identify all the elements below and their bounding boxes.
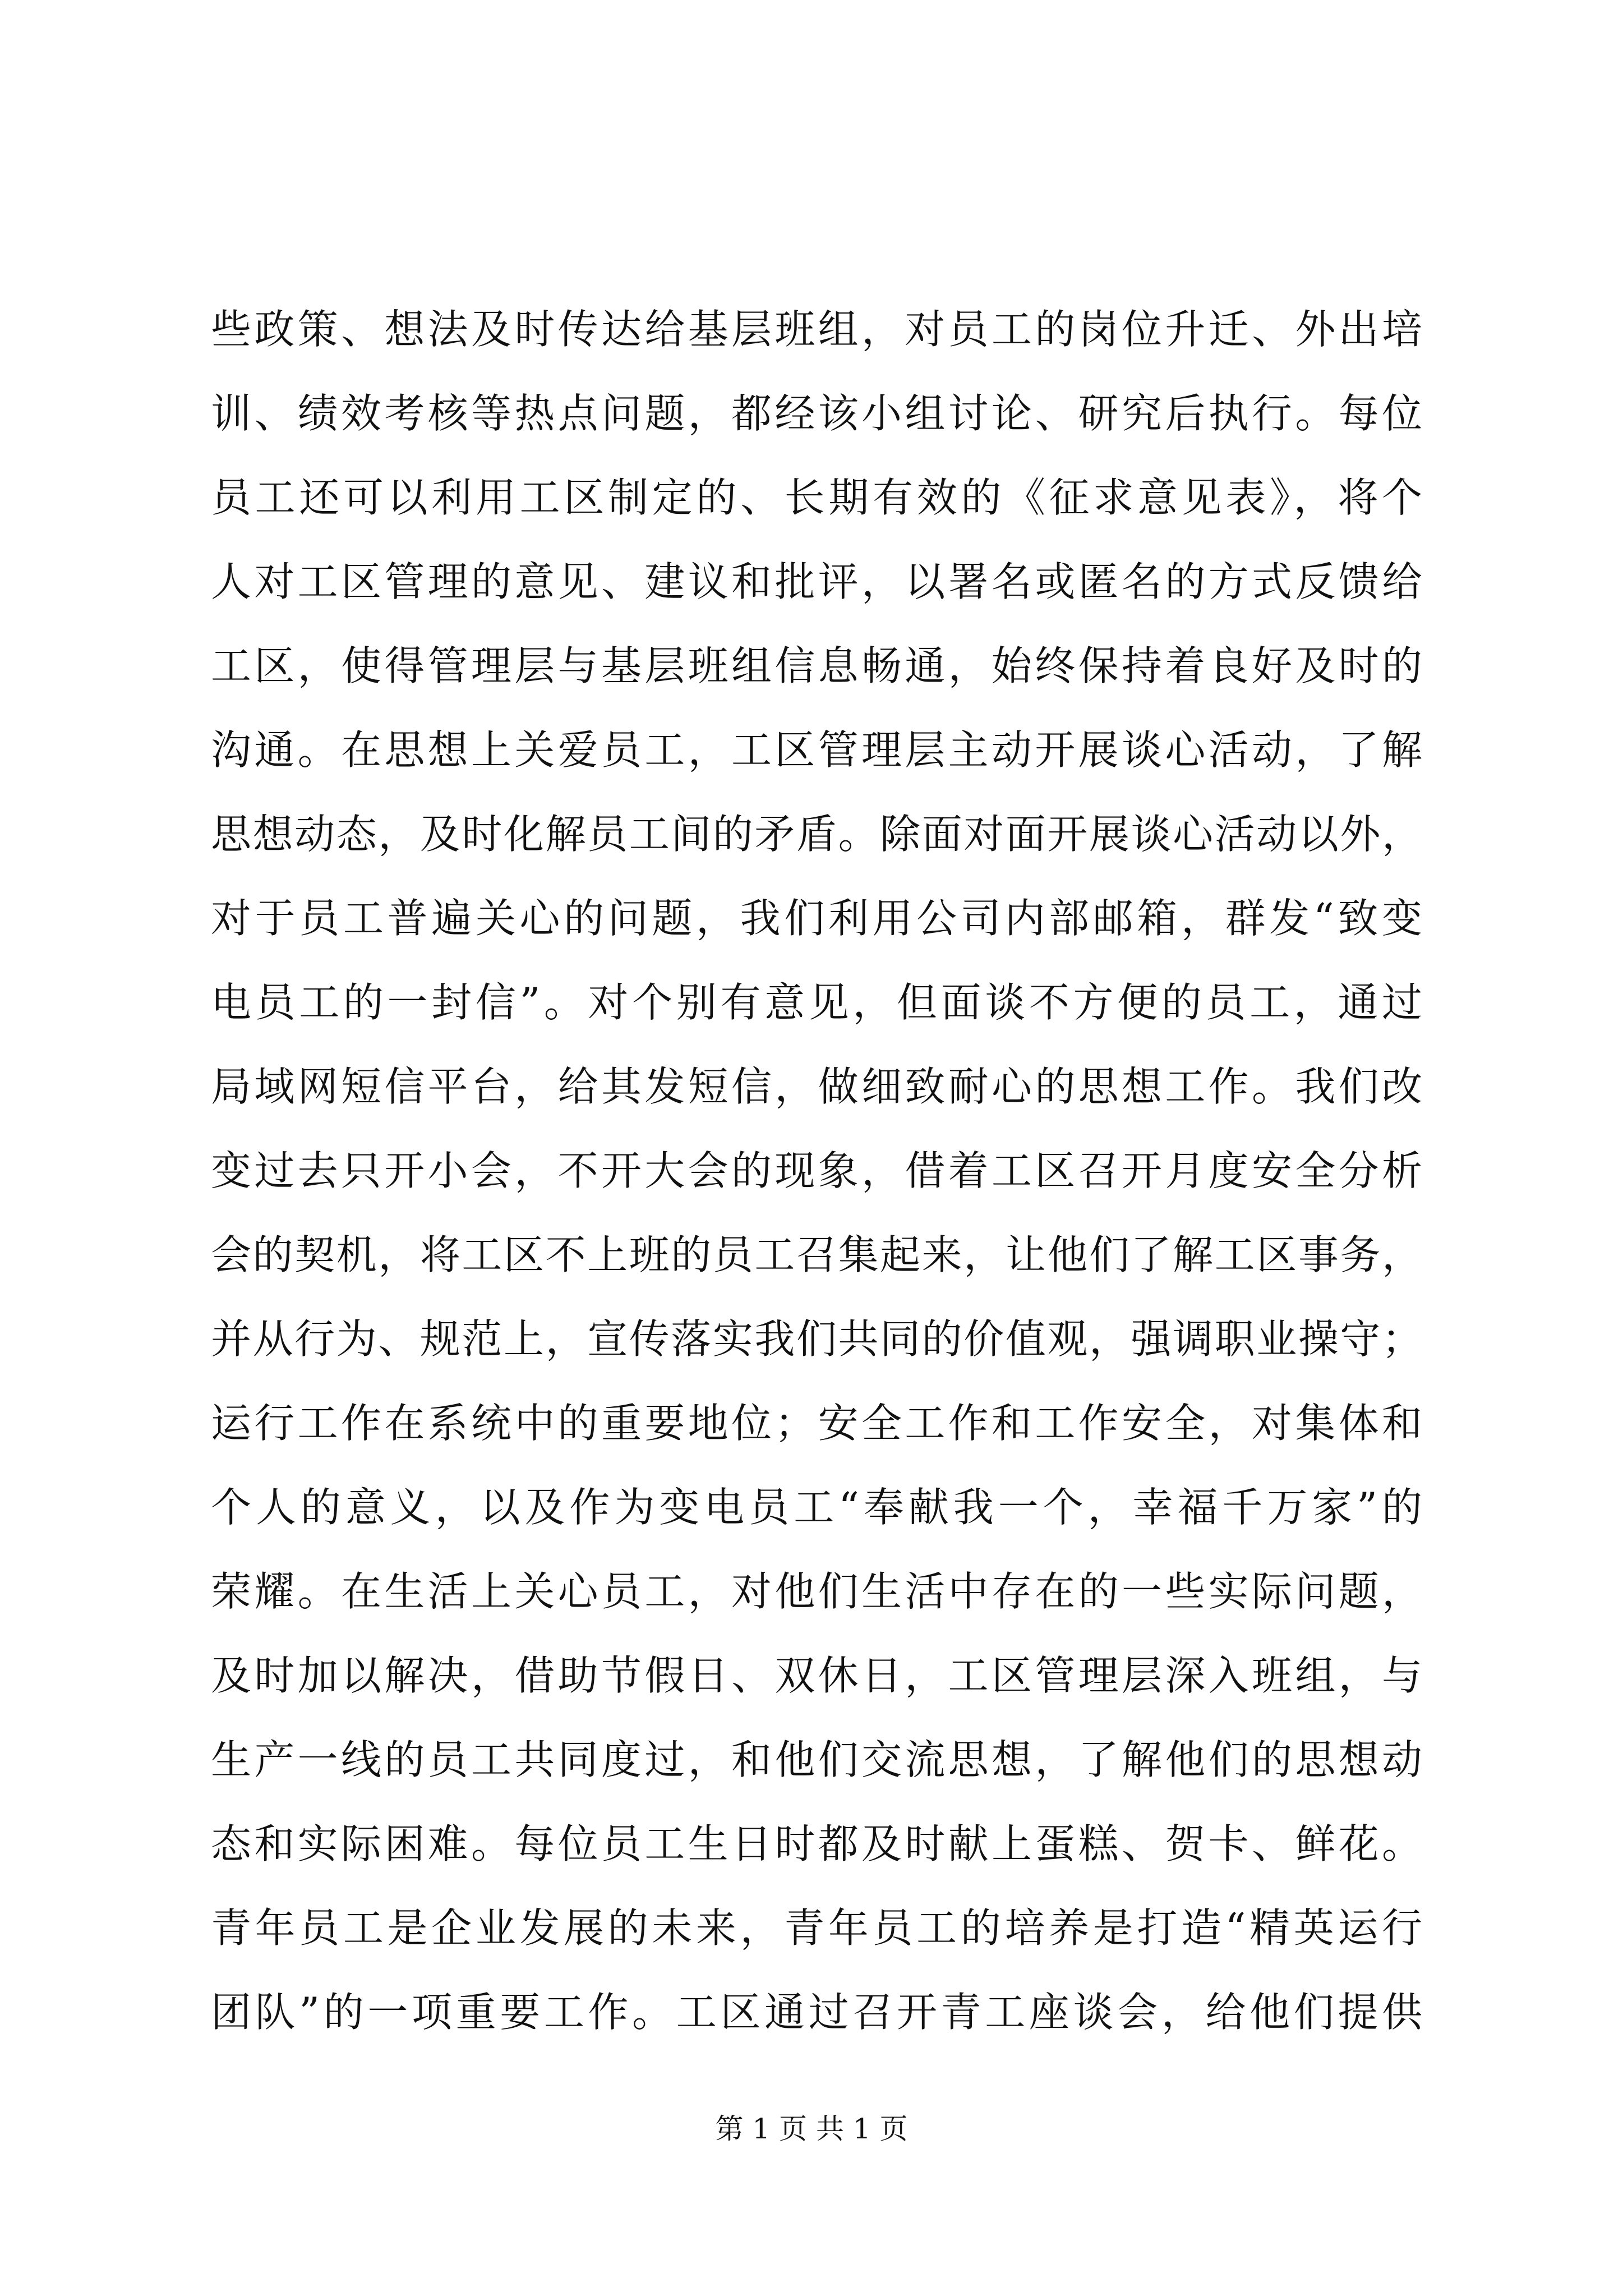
text-line-15: 个人的意义，以及作为变电员工“奉献我一个，幸福千万家”的 (211, 1484, 1422, 1531)
text-line-17: 及时加以解决，借助节假日、双休日，工区管理层深入班组，与 (211, 1652, 1422, 1699)
text-line-12: 会的契机，将工区不上班的员工召集起来，让他们了解工区事务， (211, 1231, 1422, 1278)
text-line-19: 态和实际困难。每位员工生日时都及时献上蛋糕、贺卡、鲜花。 (211, 1820, 1422, 1867)
text-line-4: 人对工区管理的意见、建议和批评，以署名或匿名的方式反馈给 (211, 558, 1422, 605)
text-line-14: 运行工作在系统中的重要地位；安全工作和工作安全，对集体和 (211, 1400, 1422, 1447)
text-line-1: 些政策、想法及时传达给基层班组，对员工的岗位升迁、外出培 (211, 306, 1422, 353)
text-line-13: 并从行为、规范上，宣传落实我们共同的价值观，强调职业操守； (211, 1315, 1422, 1363)
text-line-10: 局域网短信平台，给其发短信，做细致耐心的思想工作。我们改 (211, 1063, 1422, 1110)
text-line-11: 变过去只开小会，不开大会的现象，借着工区召开月度安全分析 (211, 1147, 1422, 1194)
text-line-6: 沟通。在思想上关爱员工，工区管理层主动开展谈心活动，了解 (211, 726, 1422, 774)
text-line-5: 工区，使得管理层与基层班组信息畅通，始终保持着良好及时的 (211, 642, 1422, 689)
page-footer: 第 1 页 共 1 页 (715, 2113, 908, 2145)
text-line-2: 训、绩效考核等热点问题，都经该小组讨论、研究后执行。每位 (211, 390, 1422, 437)
text-line-20: 青年员工是企业发展的未来，青年员工的培养是打造“精英运行 (211, 1904, 1422, 1952)
text-line-21: 团队”的一项重要工作。工区通过召开青工座谈会，给他们提供 (211, 1989, 1422, 2036)
text-line-16: 荣耀。在生活上关心员工，对他们生活中存在的一些实际问题， (211, 1568, 1422, 1615)
text-line-8: 对于员工普遍关心的问题，我们利用公司内部邮箱，群发“致变 (211, 895, 1422, 942)
text-line-18: 生产一线的员工共同度过，和他们交流思想，了解他们的思想动 (211, 1736, 1422, 1783)
text-line-3: 员工还可以利用工区制定的、长期有效的《征求意见表》，将个 (211, 474, 1422, 521)
text-line-9: 电员工的一封信”。对个别有意见，但面谈不方便的员工，通过 (211, 979, 1422, 1026)
text-line-7: 思想动态，及时化解员工间的矛盾。除面对面开展谈心活动以外， (211, 811, 1422, 858)
